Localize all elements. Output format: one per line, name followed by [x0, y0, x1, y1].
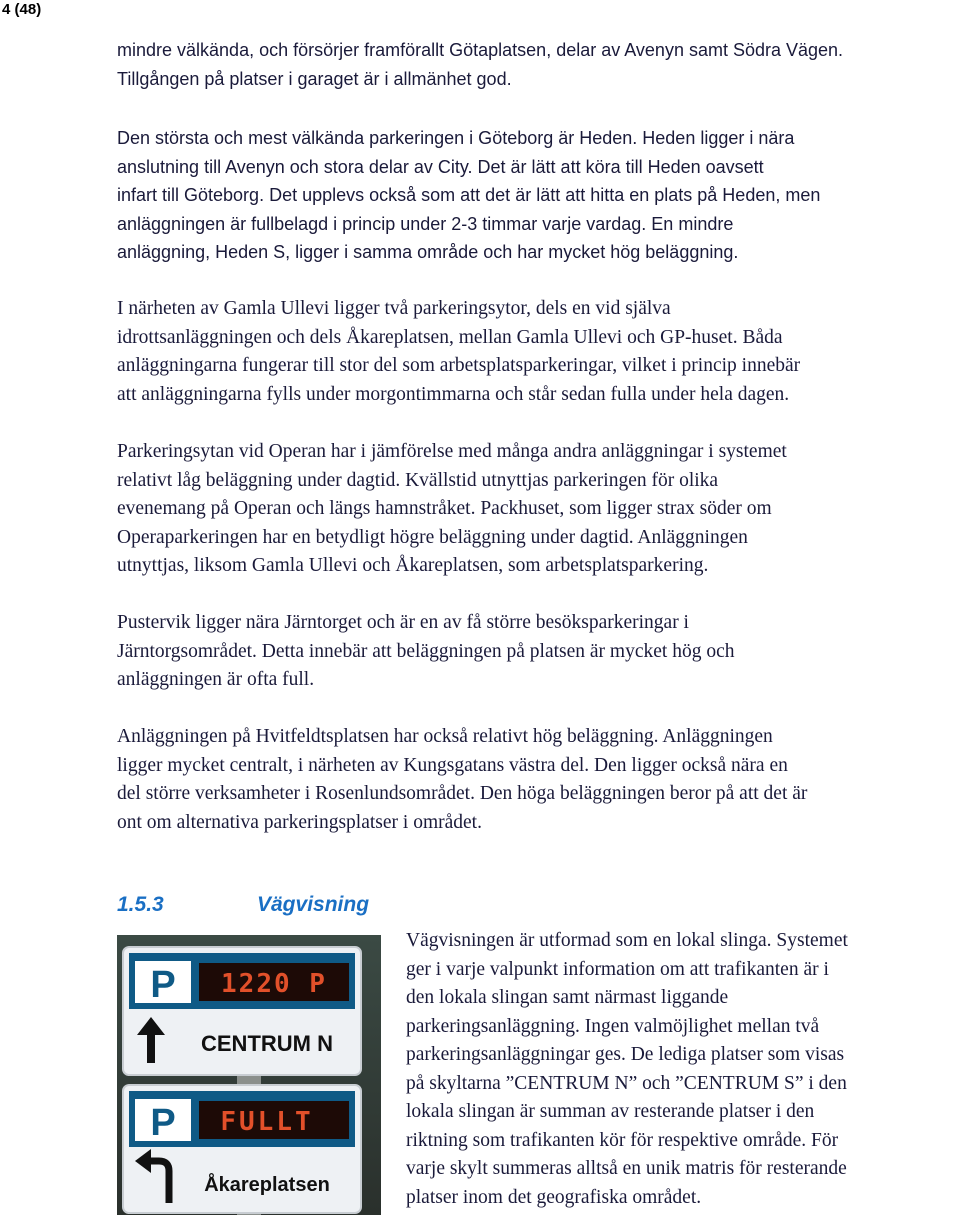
paragraph [117, 36, 960, 93]
signage-photo-graphic [117, 935, 381, 1215]
text-line: riktning som trafikanten kör för respektive område. För [406, 1129, 839, 1151]
text-line: Vägvisningen är utformad som en lokal slinga. Systemet [406, 930, 848, 951]
text-line: anslutning till Avenyn och stora delar av City. Det är lätt att köra till Heden oavsett [117, 156, 764, 177]
text-line: Anläggningen på Hvitfeldtsplatsen har också relativt hög beläggning. Anläggningen [117, 726, 773, 747]
text-line: relativt låg beläggning under dagtid. Kvällstid utnyttjas parkeringen för olika [117, 469, 719, 491]
sign-top-label: CENTRUM N [201, 1031, 333, 1056]
paragraph [117, 438, 787, 581]
text-line: att anläggningarna fylls under morgontimmarna och står sedan fulla under hela dagen. [117, 383, 790, 405]
text-line: utnyttjas, liksom Gamla Ullevi och Åkareplatsen, som arbetsplatsparkering. [117, 555, 709, 577]
text-line: parkeringsanläggningar ges. De lediga platser som visas [406, 1044, 845, 1065]
text-line: ligger mycket centralt, i närheten av Kungsgatans västra del. Den ligger också nära en [117, 754, 788, 776]
text-line: Tillgången på platser i garaget är i allmänhet god. [117, 68, 512, 89]
text-line: idrottsanläggningen och dels Åkareplatsen, mellan Gamla Ullevi och GP-huset. Båda [117, 326, 783, 348]
sign-bottom-letter: P [150, 1102, 176, 1144]
signage-photo [117, 935, 381, 1215]
text-line: Pustervik ligger nära Järntorget och är en av få större besöksparkeringar i [117, 612, 689, 633]
section-number: 1.5.3 [117, 893, 164, 916]
text-line: anläggning, Heden S, ligger i samma område och har mycket hög beläggning. [117, 242, 739, 263]
sign-top-letter: P [150, 964, 176, 1006]
text-line: anläggningen är fullbelagd i princip under 2-3 timmar varje vardag. En mindre [117, 213, 734, 234]
page-number: 4 (48) [2, 1, 42, 18]
text-line: evenemang på Operan och längs hamnstråket. Packhuset, som ligger strax söder om [117, 498, 772, 520]
text-line: lokala slingan är summan av resterande platser i den [406, 1101, 815, 1122]
text-line: ont om alternativa parkeringsplatser i området. [117, 811, 482, 833]
text-line: varje skylt summeras alltså en unik matris för resterande [406, 1158, 847, 1179]
sign-top-display: 1220 P [221, 969, 327, 999]
text-line: ger i varje valpunkt information om att trafikanten är i [406, 958, 829, 980]
text-line: den lokala slingan samt närmast liggande [406, 987, 729, 1008]
paragraph [117, 124, 820, 267]
text-line: del större verksamheter i Rosenlundsområdet. Den höga beläggningen beror på att det är [117, 783, 808, 805]
text-line: Järntorgsområdet. Detta innebär att beläggningen på platsen är mycket hög och [117, 640, 735, 662]
text-line: anläggningen är ofta full. [117, 669, 315, 691]
text-line: platser inom det geografiska området. [406, 1186, 702, 1208]
text-line: på skyltarna ”CENTRUM N” och ”CENTRUM S” i den [406, 1072, 847, 1094]
sign-bottom-label: Åkareplatsen [204, 1174, 330, 1196]
sign-bottom-display: FULLT [220, 1107, 314, 1137]
side-paragraph [406, 927, 960, 1212]
text-line: Den största och mest välkända parkeringen i Göteborg är Heden. Heden ligger i nära [117, 128, 795, 148]
text-line: infart till Göteborg. Det upplevs också som att det är lätt att hitta en plats på Heden, men [117, 185, 821, 206]
text-line: I närheten av Gamla Ullevi ligger två parkeringsytor, dels en vid själva [117, 298, 671, 319]
paragraph [117, 295, 800, 409]
paragraph [117, 609, 734, 695]
body-text [117, 36, 960, 833]
text-line: Parkeringsytan vid Operan har i jämförelse med många andra anläggningar i systemet [117, 441, 787, 462]
text-line: anläggningarna fungerar till stor del som arbetsplatsparkeringar, vilket i princip innebär [117, 355, 801, 377]
text-line: Operaparkeringen har en betydligt högre beläggning under dagtid. Anläggningen [117, 526, 748, 548]
text-line: mindre välkända, och försörjer framförallt Götaplatsen, delar av Avenyn samt Södra Vägen. [117, 40, 844, 60]
paragraph [117, 723, 807, 837]
text-line: parkeringsanläggning. Ingen valmöjlighet mellan två [406, 1015, 820, 1037]
section-title: Vägvisning [257, 893, 370, 916]
